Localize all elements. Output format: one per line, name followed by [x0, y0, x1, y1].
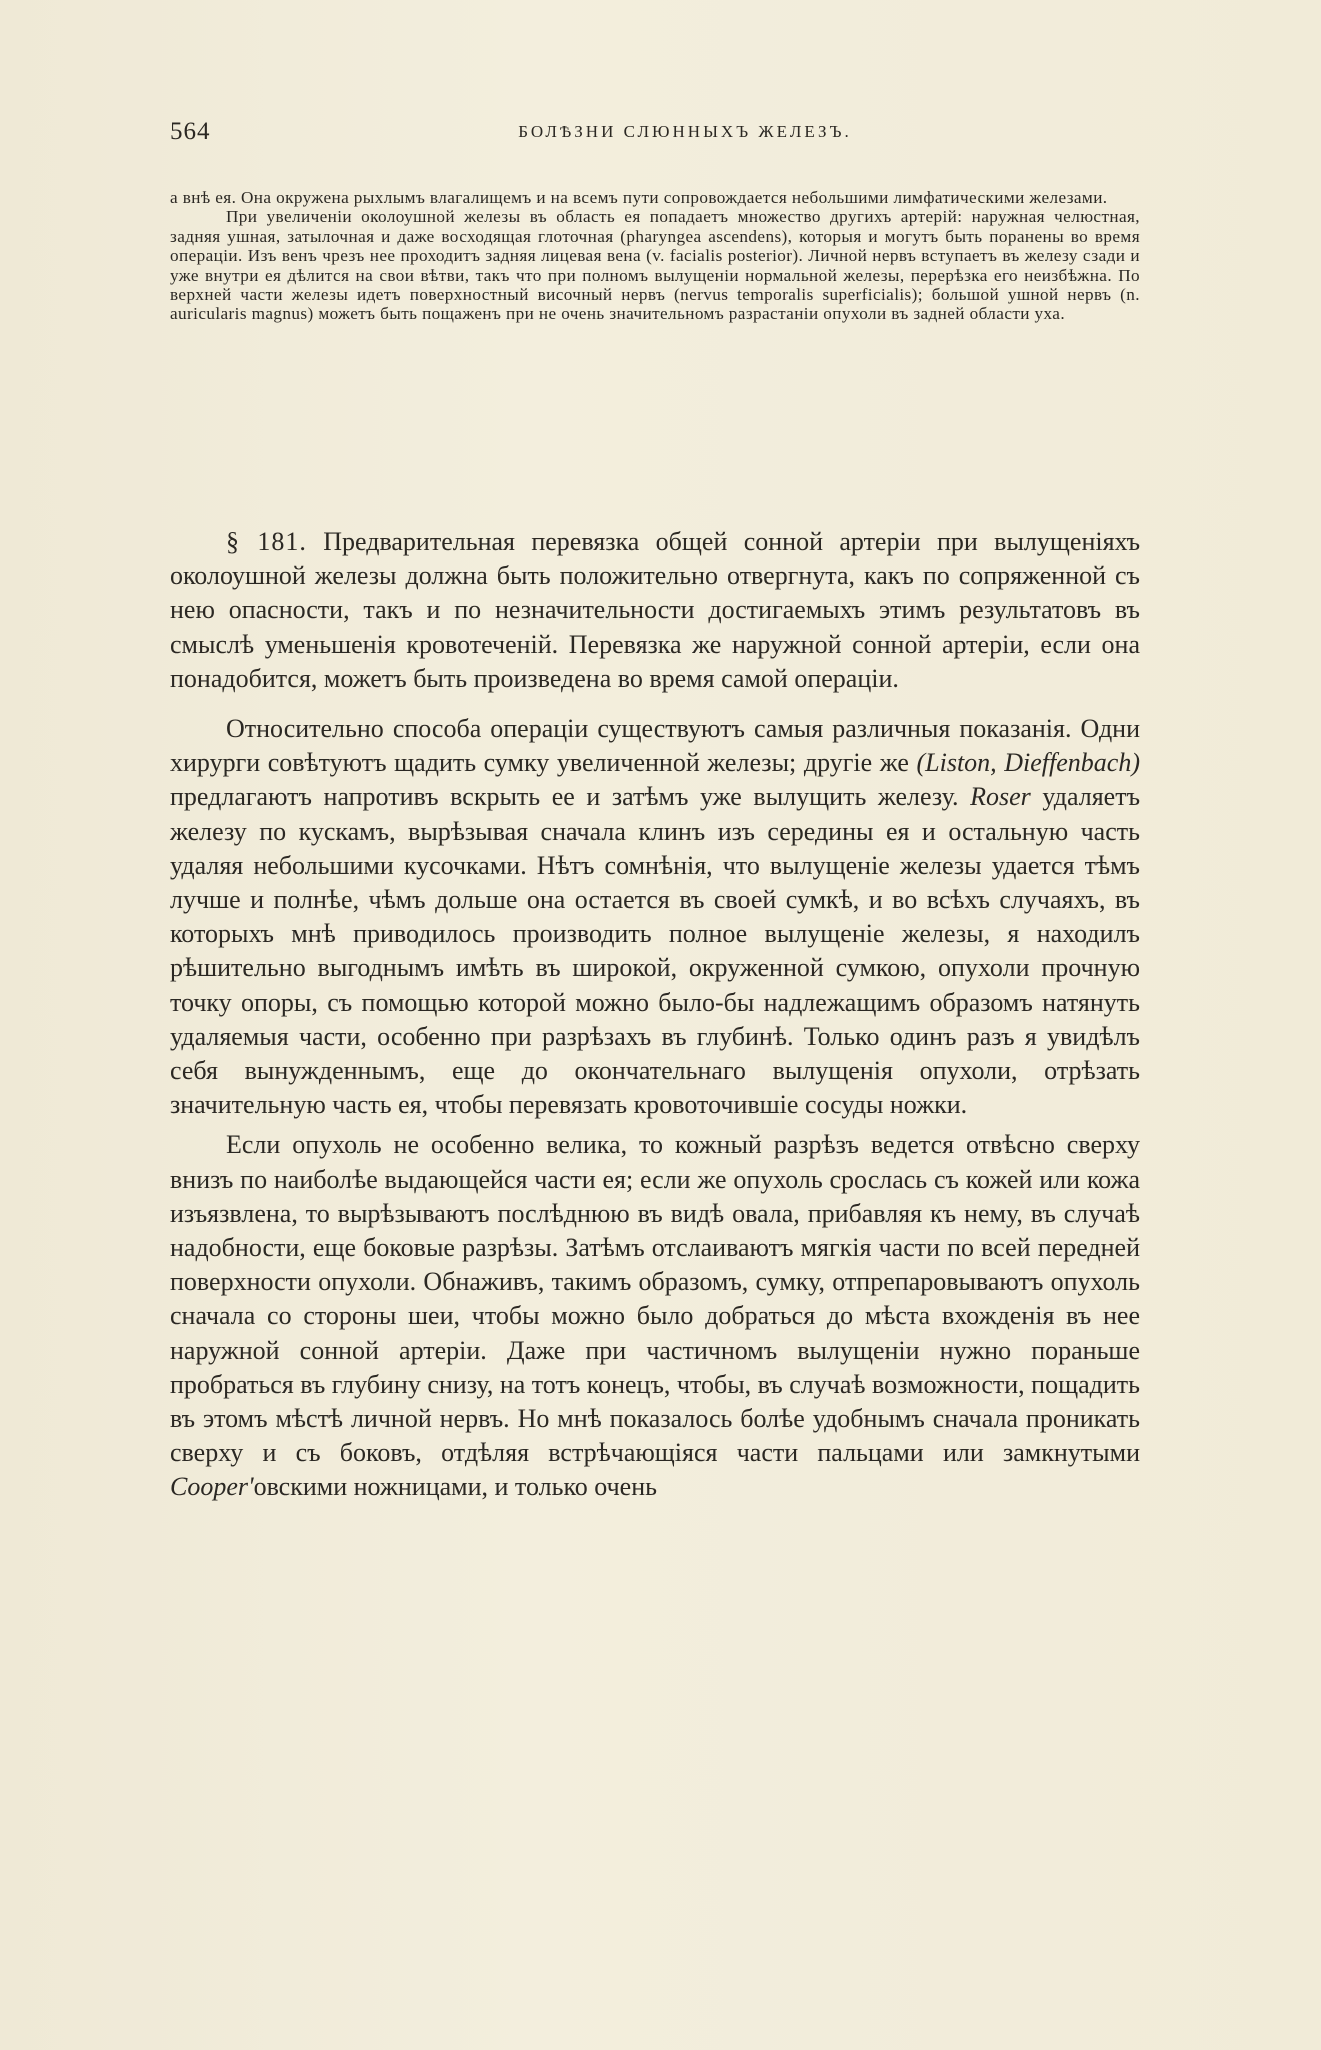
- paragraph-text: предлагаютъ напротивъ вскрыть ее и затѣмъ уже вылущить железу.: [170, 782, 971, 812]
- italic-name: Cooper': [170, 1472, 254, 1502]
- italic-name: Roser: [970, 782, 1031, 812]
- body-paragraph: [170, 1128, 1140, 1504]
- small-paragraph: При увеличеніи околоушной железы въ область ея попадаетъ множество другихъ артерій: наружная челюстная, задняя ушная, затылочная и даже восходящая глоточная (pharyngea ascendens), которыя и могутъ быть поранены во время операціи. Изъ венъ чрезъ нее проходитъ задняя лицевая вена (v. facialis posterior). Личной нервъ вступаетъ въ железу сзади и уже внутри ея дѣлится на свои вѣтви, такъ что при полномъ вылущеніи нормальной железы, перерѣзка его неизбѣжна. По верхней части железы идетъ поверхностный височный нервъ (nervus temporalis superficialis); большой ушной нервъ (n. auricularis magnus) можетъ быть пощаженъ при не очень значительномъ разрастаніи опухоли въ задней области уха.: [170, 207, 1140, 324]
- small-print-block: [170, 188, 1140, 324]
- small-paragraph: а внѣ ея. Она окружена рыхлымъ влагалищемъ и на всемъ пути сопровождается небольшими лимфатическими железами.: [170, 188, 1108, 207]
- section-181-paragraph: [170, 525, 1140, 696]
- main-text-block: [170, 525, 1140, 1509]
- running-head: БОЛѢЗНИ СЛЮННЫХЪ ЖЕЛЕЗЪ.: [518, 122, 852, 141]
- paragraph-text: Предварительная перевязка общей сонной артеріи при вылущеніяхъ околоушной железы должна быть положительно отвергнута, какъ по сопряженной съ нею опасности, такъ и по незначительности достигаемыхъ этимъ результатовъ въ смыслѣ уменьшенія кровотеченій. Перевязка же наружной сонной артеріи, если она понадобится, можетъ быть произведена во время самой операціи.: [170, 527, 1141, 693]
- page-number: 564: [170, 118, 211, 145]
- paragraph-text: овскими ножницами, и только очень: [253, 1472, 657, 1502]
- italic-names: (Liston, Dieffenbach): [916, 748, 1140, 778]
- body-paragraph: [170, 712, 1140, 1122]
- paragraph-text: удаляетъ железу по кускамъ, вырѣзывая сначала клинъ изъ середины ея и остальную часть удаляя небольшими кусочками. Нѣтъ сомнѣнія, что вылущеніе железы удается тѣмъ лучше и полнѣе, чѣмъ дольше она остается въ своей сумкѣ, и во всѣхъ случаяхъ, въ которыхъ мнѣ приводилось производить полное вылущеніе железы, я находилъ рѣшительно выгоднымъ имѣть въ широкой, окруженной сумкою, опухоли прочную точку опоры, съ помощью которой можно было-бы надлежащимъ образомъ натянуть удаляемыя части, особенно при разрѣзахъ въ глубинѣ. Только одинъ разъ я увидѣлъ себя вынужденнымъ, еще до окончательнаго вылущенія опухоли, отрѣзать значительную часть ея, чтобы перевязать кровоточившіе сосуды ножки.: [170, 782, 1141, 1120]
- section-mark: § 181.: [226, 527, 307, 556]
- paragraph-text: Если опухоль не особенно велика, то кожный разрѣзъ ведется отвѣсно сверху внизъ по наиболѣе выдающейся части ея; если же опухоль срослась съ кожей или кожа изъязвлена, то вырѣзываютъ послѣднюю въ видѣ овала, прибавляя къ нему, въ случаѣ надобности, еще боковые разрѣзы. Затѣмъ отслаиваютъ мягкія части по всей передней поверхности опухоли. Обнаживъ, такимъ образомъ, сумку, отпрепаровываютъ опухоль сначала со стороны шеи, чтобы можно было добраться до мѣста вхожденія въ нее наружной сонной артеріи. Даже при частичномъ вылущеніи нужно пораньше пробраться въ глубину снизу, на тотъ конецъ, чтобы, въ случаѣ возможности, пощадить въ этомъ мѣстѣ личной нервъ. Но мнѣ показалось болѣе удобнымъ сначала проникать сверху и съ боковъ, отдѣляя встрѣчающіяся части пальцами или замкнутыми: [170, 1130, 1140, 1468]
- paragraph-text: Относительно способа операціи существуютъ самыя различныя показанія. Одни хирурги совѣтуютъ щадить сумку увеличенной железы; другіе же: [170, 714, 1140, 778]
- page-header: [170, 118, 1140, 148]
